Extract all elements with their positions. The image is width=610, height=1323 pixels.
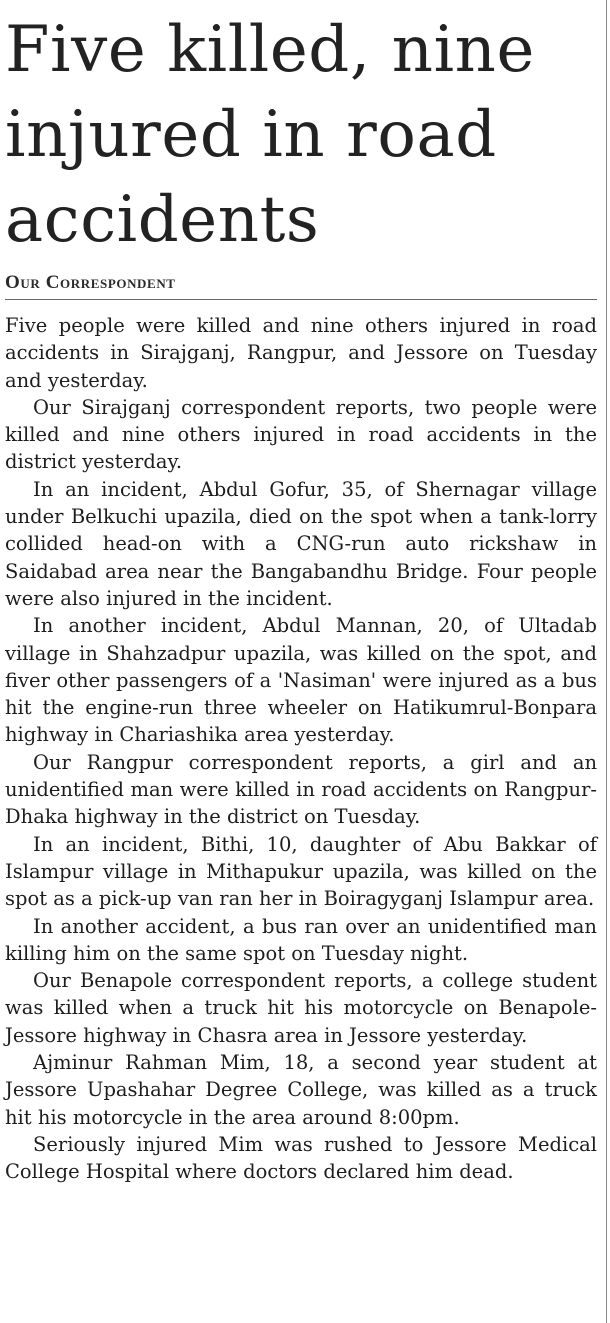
paragraph-10: Seriously injured Mim was rushed to Jessore Medical College Hospital where doctors declared him dead.: [5, 1132, 597, 1184]
column-rule: [606, 0, 607, 1323]
headline: Five killed, nine injured in road accidents: [5, 13, 535, 257]
paragraph-6: In an incident, Bithi, 10, daughter of Abu Bakkar of Islampur village in Mithapukur upazila, was killed on the spot as a pick-up van ran her in Boiragyganj Islampur area.: [5, 832, 597, 911]
paragraph-8: Our Benapole correspondent reports, a college student was killed when a truck hit his motorcycle on Benapole-Jessore highway in Chasra area in Jessore yesterday.: [5, 969, 597, 1047]
byline-text: Our Correspondent: [5, 272, 176, 293]
news-article: [5, 0, 597, 1186]
paragraph-7: In another accident, a bus ran over an unidentified man killing him on the same spot on Tuesday night.: [5, 914, 597, 965]
byline: [5, 272, 597, 300]
paragraph-5: Our Rangpur correspondent reports, a girl and an unidentified man were killed in road accidents on Rangpur-Dhaka highway in the district on Tuesday.: [5, 750, 597, 829]
paragraph-1: Five people were killed and nine others injured in road accidents in Sirajganj, Rangpur, and Jessore on Tuesday and yesterday.: [5, 314, 597, 392]
paragraph-3: In an incident, Abdul Gofur, 35, of Shernagar village under Belkuchi upazila, died on the spot when a tank-lorry collided head-on with a CNG-run auto rickshaw in Saidabad area near the Bangabandhu Bridge. Four people were also injured in the incident.: [5, 477, 597, 610]
paragraph-9: Ajminur Rahman Mim, 18, a second year student at Jessore Upashahar Degree College, was killed as a truck hit his motorcycle in the area around 8:00pm.: [5, 1051, 597, 1129]
paragraph-2: Our Sirajganj correspondent reports, two people were killed and nine others injured in road accidents in the district yesterday.: [5, 395, 597, 474]
paragraph-4: In another incident, Abdul Mannan, 20, of Ultadab village in Shahzadpur upazila, was killed on the spot, and fiver other passengers of a 'Nasiman' were injured as a bus hit the engine-run three wheeler on Hatikumrul-Bonpara highway in Chariashika area yesterday.: [5, 614, 597, 747]
article-body: [5, 312, 597, 1186]
